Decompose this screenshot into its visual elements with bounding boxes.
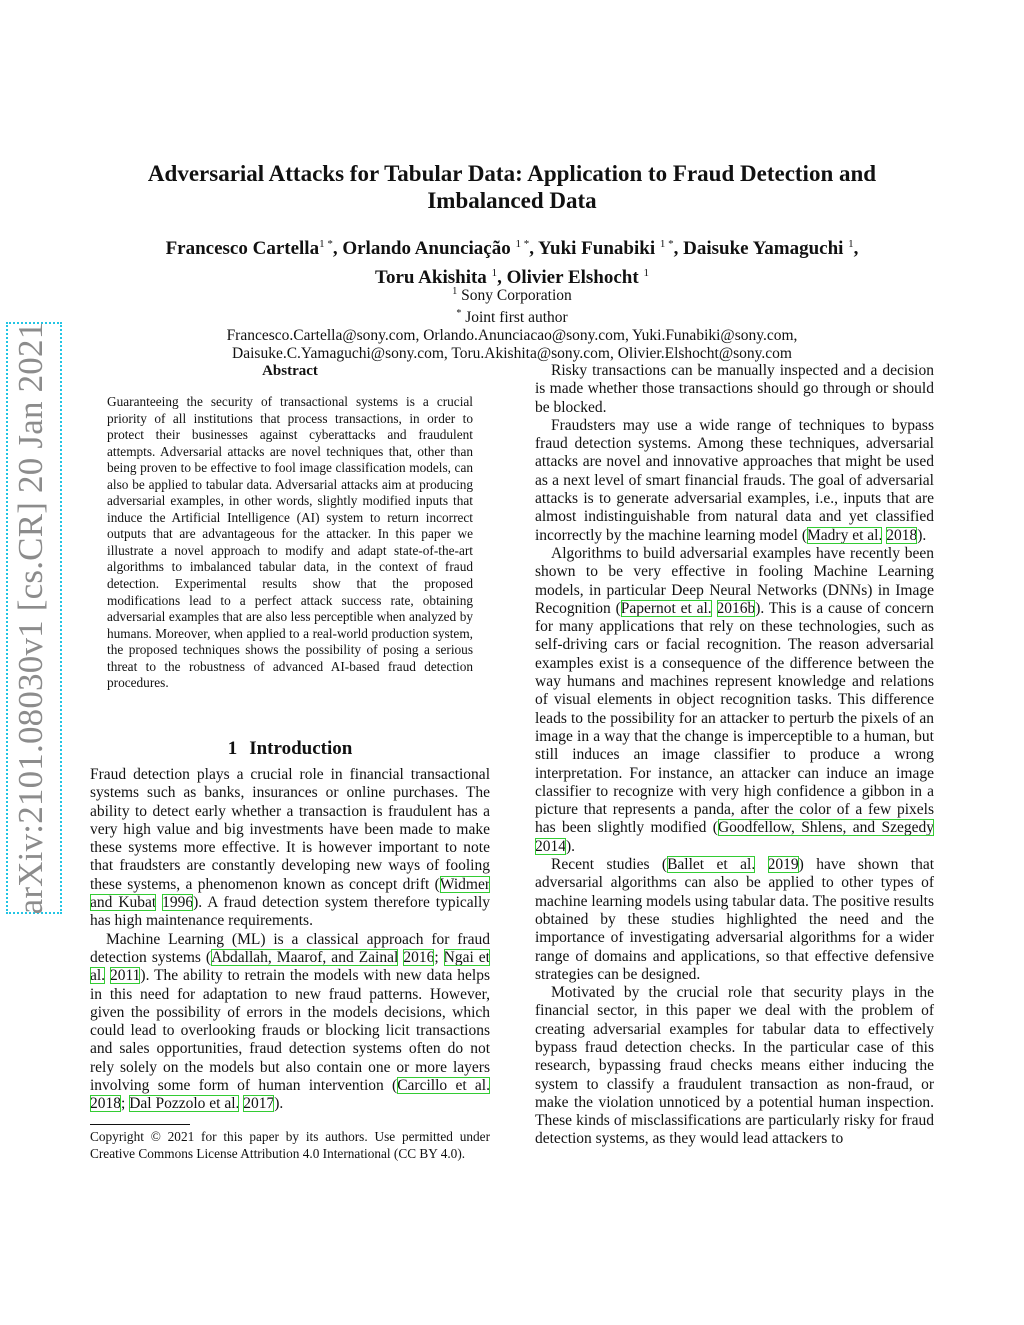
citation-year-link[interactable]: 2011 bbox=[109, 967, 141, 985]
author-name: Daisuke Yamaguchi bbox=[683, 238, 844, 259]
paper-title bbox=[100, 160, 924, 214]
abstract-text: Guaranteeing the security of transactional systems is a crucial priority of all institutions that process transactions, in order to protect their businesses against cyberattacks and fraudulent attempts. Adversarial attacks are novel techniques that, other than being proven to be effective to fool image classification models, can also be applied to tabular data. Adversarial attacks aim at producing adversarial examples, in other words, slightly modified inputs that induce the Artificial Intelligence (AI) system to return incorrect outputs that are advantageous for the attacker. In this paper we illustrate a novel approach to modify and adapt state-of-the-art algorithms to imbalanced tabular data, in the context of fraud detection. Experimental results show that the proposed modifications lead to a perfect attack success rate, obtaining adversarial examples that are also less perceptible when analyzed by humans. Moreover, when applied to a real-world production system, the proposed techniques shows the possibility of posing a serious threat to the robustness of advanced AI-based fraud detection procedures. bbox=[107, 394, 473, 691]
author-name: Orlando Anunciação bbox=[342, 238, 511, 259]
right-paragraph-4 bbox=[535, 856, 934, 984]
paragraph-text: Machine Learning (ML) is a classical approach for fraud detection systems ( bbox=[90, 930, 490, 966]
citation-link[interactable]: Goodfellow, Shlens, and Szegedy bbox=[717, 819, 934, 837]
citation-link[interactable]: Abdallah, Maarof, and Zainal bbox=[211, 948, 399, 966]
paragraph-text: Algorithms to build adversarial examples have recently been shown to be very effective in fooling Machine Learning models, in particular Deep Neural Networks (DNNs) in Image Recognition ( bbox=[535, 544, 934, 617]
section-heading-introduction bbox=[90, 738, 490, 760]
paragraph-text: Fraudsters may use a wide range of techniques to bypass fraud detection systems. Among these techniques, adversarial attacks are novel and innovative approaches that might be used as a next level of smart financial frauds. The goal of adversarial attacks is to generate adversarial examples, i.e., inputs that are almost indistinguishable from natural data and yet classified incorrectly by the machine learning model ( bbox=[535, 416, 934, 544]
section-number: 1 bbox=[227, 738, 238, 759]
right-column-body bbox=[535, 362, 934, 1149]
author-separator: , bbox=[332, 238, 343, 259]
citation-year-link[interactable]: 2017 bbox=[243, 1095, 275, 1113]
author-separator: , bbox=[853, 238, 859, 259]
author-separator: , bbox=[673, 238, 684, 259]
citation-separator bbox=[712, 600, 717, 617]
citation-year-link[interactable]: 2014 bbox=[535, 837, 566, 855]
author-affiliation-mark: 1 bbox=[848, 238, 854, 250]
author-affiliation-mark: 1 bbox=[643, 267, 649, 279]
paragraph-text: ). bbox=[566, 837, 576, 855]
abstract-heading: Abstract bbox=[262, 363, 318, 379]
affiliation-line bbox=[100, 283, 924, 305]
paragraph-text: ). bbox=[274, 1095, 284, 1113]
author-name: Francesco Cartella bbox=[165, 238, 320, 259]
citation-link[interactable]: Dal Pozzolo et al. bbox=[129, 1095, 240, 1113]
author-separator: , bbox=[529, 238, 539, 259]
citation-year-link[interactable]: 2016 bbox=[403, 948, 435, 966]
paper-title-line-2: Imbalanced Data bbox=[427, 188, 597, 213]
left-column-body bbox=[90, 766, 490, 1114]
citation-link[interactable]: Widmer and Kubat bbox=[90, 875, 490, 912]
author-emails-line-2[interactable]: Daisuke.C.Yamaguchi@sony.com, Toru.Akishita@sony.com, Olivier.Elshocht@sony.com bbox=[232, 345, 792, 362]
right-paragraph-3 bbox=[535, 545, 934, 856]
author-list bbox=[100, 232, 924, 290]
right-paragraph-5: Motivated by the crucial role that security plays in the financial sector, in this paper we deal with the problem of creating adversarial examples for tabular data to effectively bypass fraud detection checks. In the particular case of this research, bypassing fraud checks means either inducing the system to classify a fraudulent transaction as non-fraud, or make the violation unnoticed by a potential human inspection. These kinds of misclassifications are particularly risky for fraud detection systems, as they would lead attackers to bbox=[535, 984, 934, 1148]
intro-paragraph-2 bbox=[90, 931, 490, 1114]
footnote-divider bbox=[90, 1124, 190, 1125]
joint-author-text: Joint first author bbox=[465, 309, 568, 326]
paragraph-text: ). bbox=[917, 526, 927, 544]
section-title: Introduction bbox=[249, 738, 353, 759]
paragraph-text: ) have shown that adversarial algorithms can also be applied to other types of machine learning models using tabular data. The positive results obtained by these studies highlighted the need and the importance of investigating adversarial algorithms for a wider range of domains and applications, so that effective defensive strategies can be designed. bbox=[535, 856, 935, 983]
citation-link[interactable]: Ballet et al. bbox=[667, 856, 756, 874]
right-paragraph-2 bbox=[535, 417, 934, 545]
citation-link[interactable]: Carcillo et al. bbox=[397, 1077, 490, 1095]
paragraph-text: ). A fraud detection system therefore typically has high maintenance requirements. bbox=[90, 894, 490, 930]
author-name: Toru Akishita bbox=[375, 267, 487, 288]
affiliation-name: Sony Corporation bbox=[461, 287, 572, 304]
affiliation-mark: 1 bbox=[452, 286, 458, 297]
author-name: Olivier Elshocht bbox=[506, 267, 639, 288]
citation-link[interactable]: Madry et al. bbox=[807, 526, 883, 544]
citation-separator bbox=[755, 856, 767, 873]
right-paragraph-1: Risky transactions can be manually inspected and a decision is made whether those transactions should go through or should be blocked. bbox=[535, 362, 934, 416]
author-affiliation-mark: 1 * bbox=[319, 238, 333, 250]
citation-year-link[interactable]: 2019 bbox=[767, 856, 799, 874]
citation-link[interactable]: Ngai et al. bbox=[90, 948, 490, 985]
author-affiliation-mark: 1 bbox=[491, 267, 498, 279]
copyright-footnote: Copyright © 2021 for this paper by its authors. Use permitted under Creative Commons License Attribution 4.0 International (CC BY 4.0). bbox=[90, 1129, 490, 1161]
joint-author-mark: * bbox=[456, 308, 462, 319]
paragraph-text: Recent studies ( bbox=[551, 856, 668, 874]
author-line-1 bbox=[100, 232, 924, 261]
paragraph-text: ). The ability to retrain the models with new data helps in this need for adaptation to new fraud patterns. However, given the possibility of errors in the models decisions, which could lead to overlooking frauds or blocking licit transactions and sales opportunities, fraud detection systems often do not rely solely on the models but also contain one or more layers involving some form of human intervention ( bbox=[90, 967, 490, 1095]
author-affiliation-mark: 1 * bbox=[659, 238, 674, 250]
citation-year-link[interactable]: 1996 bbox=[162, 894, 194, 912]
author-name: Yuki Funabiki bbox=[538, 238, 656, 259]
citation-separator: ; bbox=[121, 1095, 130, 1113]
paragraph-text: ). This is a cause of concern for many applications that rely on these technologies, such as self-driving cars or facial recognition. The reason adversarial examples exist is a consequence of the difference between the way humans and machines represent knowledge and relations of visual elements in object recognition tasks. This difference leads to the possibility for an attacker to perturb the pixels of an image in a way that the change is imperceptible to a human, but still induces an image classifier to produce a wrong interpretation. For instance, an attacker can induce an image classifier to recognize with very high confidence a gibbon in a picture that represents a panda, after the color of a few pixels has been slightly modified ( bbox=[535, 599, 934, 837]
intro-paragraph-1 bbox=[90, 766, 490, 931]
citation-year-link[interactable]: 2018 bbox=[90, 1095, 121, 1113]
citation-separator: ; bbox=[434, 948, 444, 966]
paragraph-text: Fraud detection plays a crucial role in financial transactional systems such as banks, insurances or online purchases. The ability to detect early whether a transaction is fraudulent has a very high value and big investments have been made to make these systems more effective. It is however important to note that fraudsters are constantly developing new ways of fooling these systems, a phenomenon known as concept drift ( bbox=[90, 766, 490, 893]
joint-author-note bbox=[100, 305, 924, 327]
author-emails-line-1[interactable]: Francesco.Cartella@sony.com, Orlando.Anunciacao@sony.com, Yuki.Funabiki@sony.com, bbox=[226, 327, 798, 344]
author-affiliation-mark: 1 * bbox=[515, 238, 530, 250]
citation-year-link[interactable]: 2016b bbox=[716, 599, 756, 617]
citation-year-link[interactable]: 2018 bbox=[886, 526, 918, 544]
affiliation-block bbox=[100, 283, 924, 363]
citation-link[interactable]: Papernot et al. bbox=[620, 599, 712, 617]
arxiv-identifier[interactable]: arXiv:2101.08030v1 [cs.CR] 20 Jan 2021 bbox=[11, 321, 50, 915]
author-separator: , bbox=[497, 267, 507, 288]
paper-title-line-1: Adversarial Attacks for Tabular Data: Application to Fraud Detection and bbox=[147, 161, 877, 186]
